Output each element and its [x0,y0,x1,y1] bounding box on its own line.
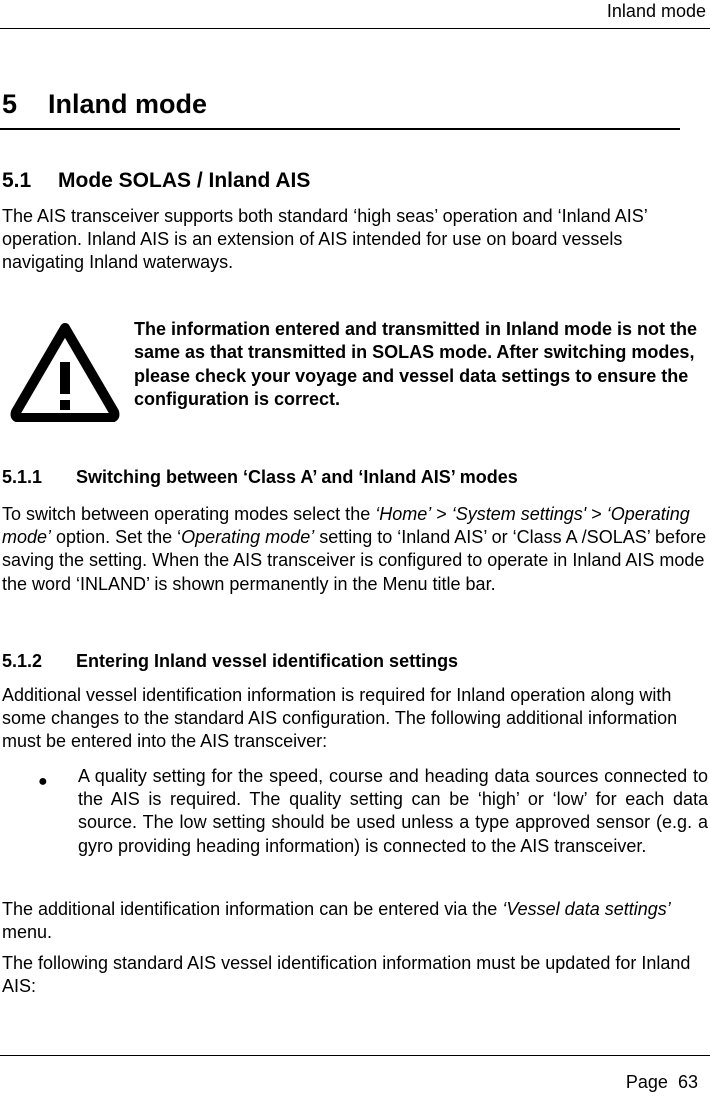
paragraph-text: menu. [2,922,53,943]
subsection-heading-1 [2,466,518,488]
standard-info-paragraph: The following standard AIS vessel identification information must be updated for Inland AIS: [2,953,691,997]
chapter-heading [2,88,207,120]
footer-rule [0,1055,710,1056]
bullet-icon: ● [38,773,48,790]
switching-paragraph [2,503,707,596]
section-heading [2,168,310,194]
section-title: Mode SOLAS / Inland AIS [58,169,311,192]
paragraph-text: To switch between operating modes select the [2,504,376,524]
vessel-data-paragraph [2,898,707,944]
setting-operating-mode: Operating mode’ [181,527,315,548]
menu-separator: > [431,504,452,524]
intro-paragraph: The AIS transceiver supports both standard ‘high seas’ operation and ‘Inland AIS’ operation. Inland AIS is an extension of AIS intended for use on board vessels navigating Inland waterways. [2,206,648,273]
subsection-number-1: 5.1.1 [2,467,43,487]
subsection-number-2: 5.1.2 [2,651,43,671]
chapter-number: 5 [2,89,18,119]
additional-info-paragraph: Additional vessel identification information is required for Inland operation along with some changes to the standard AIS configuration. The following additional information must be entered into the AIS transceiver: [2,685,678,752]
paragraph-text: setting to ‘Inland AIS’ or ‘Class A /SOLAS’ before saving the setting. When the AIS transceiver is configured to operate in Inland AIS mode the word ‘INLAND’ is shown permanently in the Menu title bar. [2,527,707,594]
subsection-heading-2 [2,650,458,672]
header-rule [0,28,710,29]
running-header: Inland mode [606,1,706,21]
warning-triangle-icon [10,322,120,422]
menu-path-operating-mode: ‘Operating mode’ [2,504,690,548]
list-item: A quality setting for the speed, course and heading data sources connected to the AIS is required. The quality setting can be ‘high’ or ‘low’ for each data source. The low setting should be used unless a type approved sensor (e.g. a gyro providing heading information) is connected to the AIS transceiver. [78,766,708,856]
warning-text: The information entered and transmitted in Inland mode is not the same as that transmitted in SOLAS mode. After switching modes, please check your voyage and vessel data settings to ensure the configuration is correct. [134,319,698,410]
page-number-value: 63 [677,1072,698,1092]
menu-vessel-data-settings: ‘Vessel data settings’ [502,899,671,919]
paragraph-text: option. Set the ‘ [51,527,182,548]
paragraph-text: The additional identification information can be entered via the [2,899,503,919]
section-number: 5.1 [2,169,32,192]
page-label: Page [625,1072,668,1092]
chapter-title: Inland mode [48,89,208,119]
subsection-title-2: Entering Inland vessel identification settings [76,651,459,671]
page-number [626,1071,698,1093]
menu-path-home: ‘Home’ [375,504,432,524]
menu-separator: > [586,504,607,524]
menu-path-system-settings: ‘System settings' [451,504,587,524]
chapter-rule [0,128,680,130]
subsection-title-1: Switching between ‘Class A’ and ‘Inland AIS’ modes [76,467,518,487]
